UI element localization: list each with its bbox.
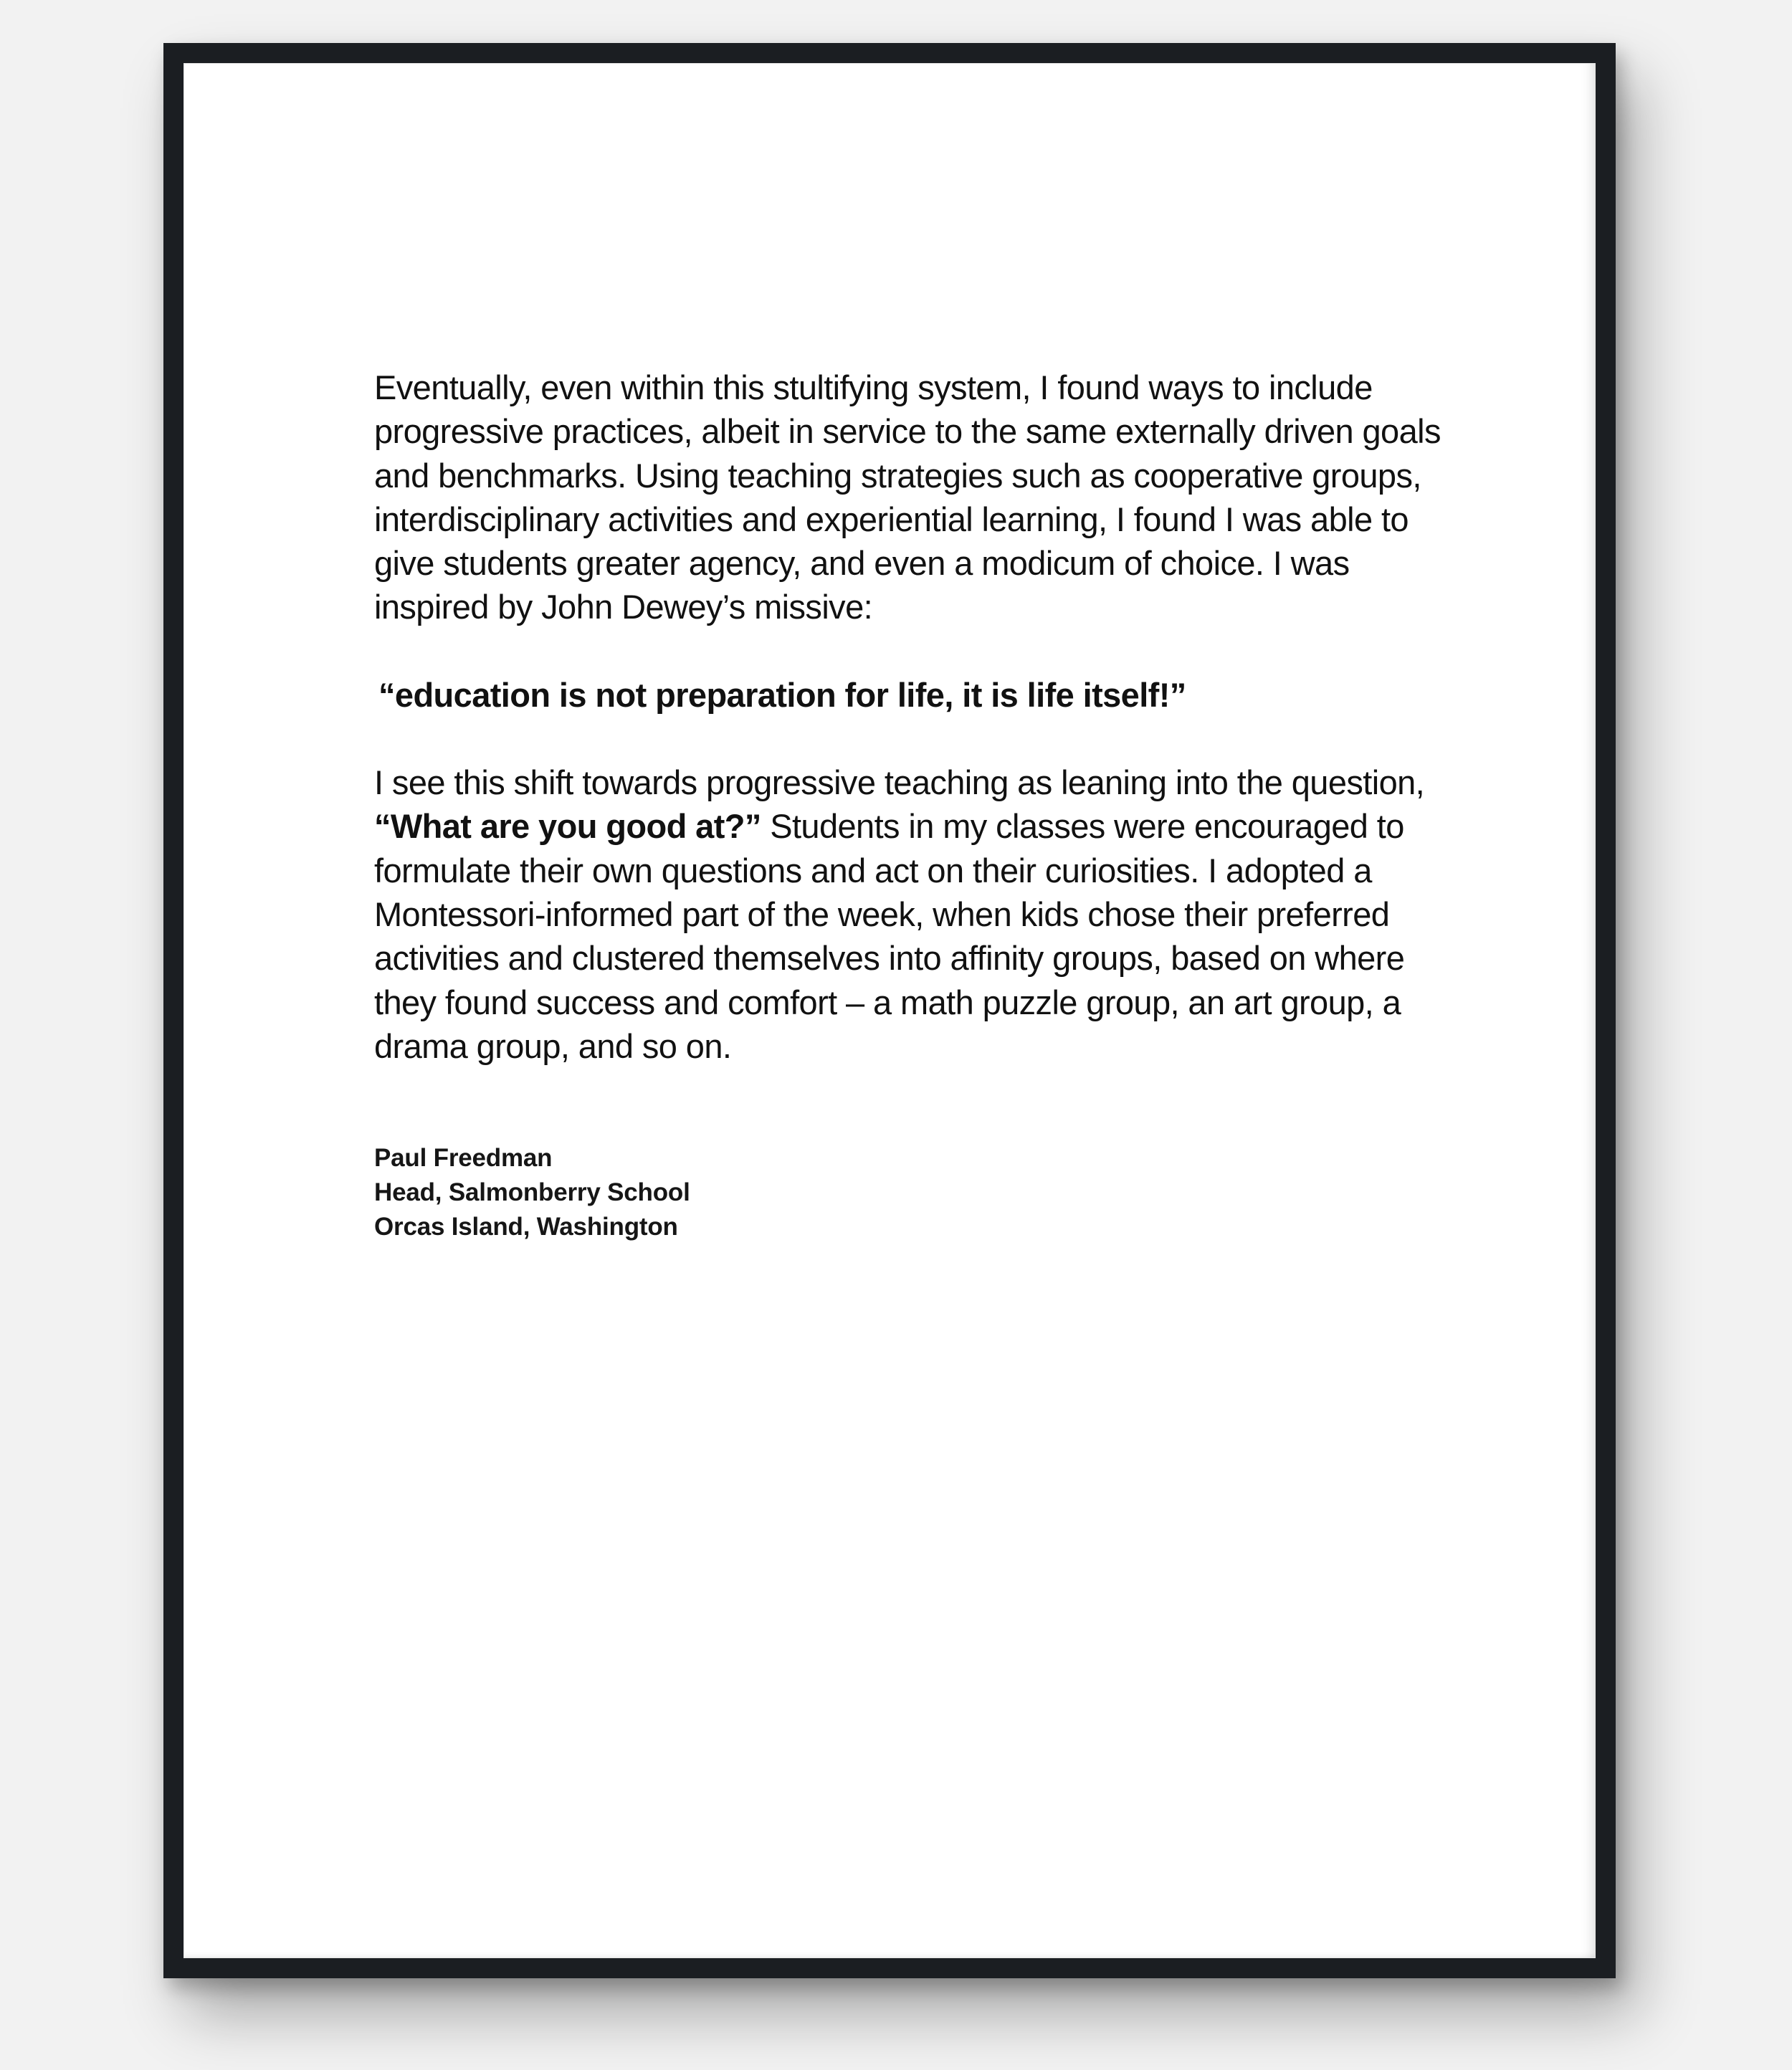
paragraph-2-end: Students in my classes were encouraged to formulate their own questions and act on their curiosities. I adopted a Montessori-informed part of the week, when kids chose their preferred activities and clustered themselves into affinity groups, based on where they found success and comfort – a math puzzle group, an art group, a drama group, and so on. — [374, 807, 1405, 1065]
signature-title: Head, Salmonberry School — [374, 1178, 690, 1207]
document-content — [374, 366, 1449, 1244]
dewey-quote: “education is not preparation for life, it is life itself!” — [378, 675, 1186, 714]
signature-name: Paul Freedman — [374, 1144, 553, 1173]
paragraph-2-bold-question: “What are you good at?” — [374, 807, 761, 846]
signature-location: Orcas Island, Washington — [374, 1213, 678, 1241]
paragraph-2-start: I see this shift towards progressive teaching as leaning into the question, — [374, 763, 1425, 802]
paragraph-2 — [374, 760, 1449, 1068]
signature-block — [374, 1141, 1449, 1244]
paragraph-1: Eventually, even within this stultifying system, I found ways to include progressive practices, albeit in service to the same externally driven goals and benchmarks. Using teaching strategies such as cooperative groups, interdisciplinary activities and experiential learning, I found I was able to give students greater agency, and even a modicum of choice. I was inspired by John Dewey’s missive: — [374, 368, 1441, 626]
